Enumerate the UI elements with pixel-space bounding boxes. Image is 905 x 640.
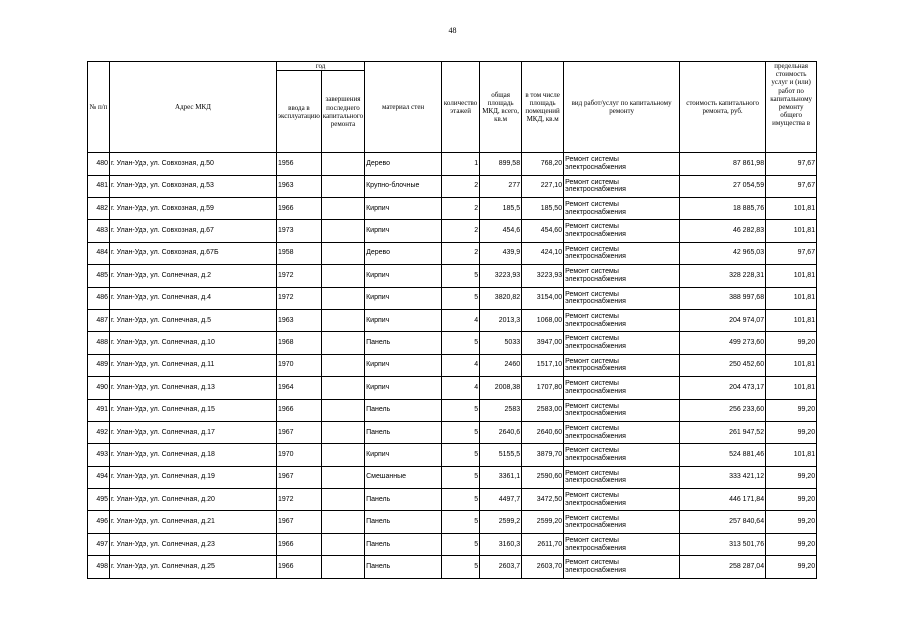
row-floors: 4: [442, 377, 480, 399]
row-area-total: 2583: [480, 399, 522, 421]
row-area-total: 3160,3: [480, 533, 522, 555]
row-area-total: 2603,7: [480, 556, 522, 578]
row-wall-material: Панель: [365, 489, 442, 511]
row-area-living: 1068,00: [522, 309, 564, 331]
table-row: [88, 309, 817, 331]
row-number: 487: [88, 309, 110, 331]
table-row: [88, 444, 817, 466]
row-floors: 2: [442, 197, 480, 219]
row-limit-cost: 101,81: [766, 377, 817, 399]
row-year-repair: [321, 242, 364, 264]
row-cost: 18 885,76: [680, 197, 766, 219]
row-work-type: Ремонт системы электроснабжения: [564, 399, 680, 421]
row-year-built: 1967: [277, 511, 322, 533]
row-wall-material: Панель: [365, 421, 442, 443]
row-area-living: 3223,93: [522, 265, 564, 287]
table-row: [88, 197, 817, 219]
row-year-repair: [321, 354, 364, 376]
table-row: [88, 265, 817, 287]
row-area-total: 3223,93: [480, 265, 522, 287]
table-row: [88, 399, 817, 421]
header-address: Адрес МКД: [110, 62, 277, 153]
table-row: [88, 242, 817, 264]
row-area-living: 185,50: [522, 197, 564, 219]
row-area-total: 5155,5: [480, 444, 522, 466]
row-work-type: Ремонт системы электроснабжения: [564, 332, 680, 354]
row-area-total: 2599,2: [480, 511, 522, 533]
row-wall-material: Панель: [365, 332, 442, 354]
row-address: г. Улан-Удэ, ул. Солнечная, д.19: [110, 466, 277, 488]
row-number: 496: [88, 511, 110, 533]
table-row: [88, 332, 817, 354]
row-area-total: 277: [480, 175, 522, 197]
row-work-type: Ремонт системы электроснабжения: [564, 489, 680, 511]
row-area-total: 2013,3: [480, 309, 522, 331]
row-address: г. Улан-Удэ, ул. Совхозная, д.67: [110, 220, 277, 242]
row-limit-cost: 99,20: [766, 332, 817, 354]
table-row: [88, 175, 817, 197]
row-address: г. Улан-Удэ, ул. Солнечная, д.25: [110, 556, 277, 578]
row-year-built: 1967: [277, 421, 322, 443]
row-cost: 261 947,52: [680, 421, 766, 443]
row-number: 494: [88, 466, 110, 488]
row-cost: 328 228,31: [680, 265, 766, 287]
row-work-type: Ремонт системы электроснабжения: [564, 511, 680, 533]
table-row: [88, 489, 817, 511]
row-floors: 2: [442, 175, 480, 197]
table-row: [88, 220, 817, 242]
row-year-built: 1972: [277, 265, 322, 287]
row-area-total: 185,5: [480, 197, 522, 219]
row-number: 481: [88, 175, 110, 197]
row-number: 492: [88, 421, 110, 443]
row-limit-cost: 99,20: [766, 399, 817, 421]
row-wall-material: Кирпич: [365, 197, 442, 219]
row-wall-material: Панель: [365, 511, 442, 533]
row-cost: 42 965,03: [680, 242, 766, 264]
row-address: г. Улан-Удэ, ул. Солнечная, д.10: [110, 332, 277, 354]
row-year-built: 1964: [277, 377, 322, 399]
row-work-type: Ремонт системы электроснабжения: [564, 197, 680, 219]
row-area-living: 3472,50: [522, 489, 564, 511]
row-area-total: 439,9: [480, 242, 522, 264]
row-cost: 313 501,76: [680, 533, 766, 555]
row-limit-cost: 97,67: [766, 242, 817, 264]
row-year-built: 1970: [277, 444, 322, 466]
header-year-group: год: [277, 62, 365, 71]
row-year-repair: [321, 197, 364, 219]
row-wall-material: Панель: [365, 533, 442, 555]
row-number: 486: [88, 287, 110, 309]
row-year-built: 1963: [277, 175, 322, 197]
row-year-repair: [321, 489, 364, 511]
row-limit-cost: 99,20: [766, 556, 817, 578]
row-limit-cost: 101,81: [766, 354, 817, 376]
row-work-type: Ремонт системы электроснабжения: [564, 287, 680, 309]
row-work-type: Ремонт системы электроснабжения: [564, 265, 680, 287]
row-year-built: 1968: [277, 332, 322, 354]
row-wall-material: Кирпич: [365, 265, 442, 287]
row-floors: 5: [442, 421, 480, 443]
row-address: г. Улан-Удэ, ул. Совхозная, д.59: [110, 197, 277, 219]
row-area-living: 424,10: [522, 242, 564, 264]
row-number: 483: [88, 220, 110, 242]
row-area-total: 454,6: [480, 220, 522, 242]
row-year-built: 1966: [277, 533, 322, 555]
row-area-living: 3154,00: [522, 287, 564, 309]
header-area-living: в том числе площадь помещений МКД, кв.м: [522, 62, 564, 153]
row-floors: 5: [442, 444, 480, 466]
row-area-living: 227,10: [522, 175, 564, 197]
row-floors: 5: [442, 265, 480, 287]
row-cost: 446 171,84: [680, 489, 766, 511]
row-number: 495: [88, 489, 110, 511]
row-area-total: 5033: [480, 332, 522, 354]
row-number: 493: [88, 444, 110, 466]
row-limit-cost: 99,20: [766, 533, 817, 555]
row-cost: 524 881,46: [680, 444, 766, 466]
row-area-living: 2603,70: [522, 556, 564, 578]
row-area-living: 3947,00: [522, 332, 564, 354]
row-area-living: 454,60: [522, 220, 564, 242]
row-address: г. Улан-Удэ, ул. Солнечная, д.4: [110, 287, 277, 309]
row-address: г. Улан-Удэ, ул. Солнечная, д.11: [110, 354, 277, 376]
row-number: 490: [88, 377, 110, 399]
row-limit-cost: 97,67: [766, 153, 817, 175]
row-area-total: 4497,7: [480, 489, 522, 511]
table-row: [88, 421, 817, 443]
row-year-repair: [321, 533, 364, 555]
table-row: [88, 511, 817, 533]
header-cost: стоимость капитального ремонта, руб.: [680, 62, 766, 153]
row-limit-cost: 101,81: [766, 287, 817, 309]
row-cost: 256 233,60: [680, 399, 766, 421]
row-cost: 87 861,98: [680, 153, 766, 175]
row-work-type: Ремонт системы электроснабжения: [564, 556, 680, 578]
row-limit-cost: 101,81: [766, 197, 817, 219]
row-year-built: 1958: [277, 242, 322, 264]
header-area-total: общая площадь МКД, всего, кв.м: [480, 62, 522, 153]
row-work-type: Ремонт системы электроснабжения: [564, 444, 680, 466]
row-address: г. Улан-Удэ, ул. Совхозная, д.67Б: [110, 242, 277, 264]
row-year-repair: [321, 175, 364, 197]
row-floors: 5: [442, 489, 480, 511]
row-wall-material: Кирпич: [365, 220, 442, 242]
row-wall-material: Кирпич: [365, 377, 442, 399]
row-wall-material: Смешанные: [365, 466, 442, 488]
row-floors: 4: [442, 354, 480, 376]
header-year-built: ввода в эксплуатацию: [277, 71, 322, 153]
row-area-living: 2611,70: [522, 533, 564, 555]
row-wall-material: Дерево: [365, 242, 442, 264]
row-year-repair: [321, 287, 364, 309]
row-cost: 204 974,07: [680, 309, 766, 331]
row-year-repair: [321, 265, 364, 287]
row-limit-cost: 99,20: [766, 466, 817, 488]
row-number: 482: [88, 197, 110, 219]
table-header: [88, 62, 817, 153]
row-wall-material: Кирпич: [365, 444, 442, 466]
row-number: 484: [88, 242, 110, 264]
row-work-type: Ремонт системы электроснабжения: [564, 309, 680, 331]
row-area-living: 3879,70: [522, 444, 564, 466]
row-number: 491: [88, 399, 110, 421]
row-floors: 1: [442, 153, 480, 175]
row-wall-material: Кирпич: [365, 354, 442, 376]
row-address: г. Улан-Удэ, ул. Солнечная, д.21: [110, 511, 277, 533]
row-floors: 5: [442, 399, 480, 421]
row-address: г. Улан-Удэ, ул. Солнечная, д.13: [110, 377, 277, 399]
row-year-repair: [321, 377, 364, 399]
row-number: 497: [88, 533, 110, 555]
row-year-built: 1966: [277, 556, 322, 578]
row-work-type: Ремонт системы электроснабжения: [564, 377, 680, 399]
table-row: [88, 153, 817, 175]
row-area-total: 2640,6: [480, 421, 522, 443]
row-year-repair: [321, 153, 364, 175]
row-floors: 5: [442, 511, 480, 533]
row-year-built: 1972: [277, 287, 322, 309]
repair-table: [87, 61, 817, 579]
row-area-living: 1517,10: [522, 354, 564, 376]
table-row: [88, 533, 817, 555]
row-limit-cost: 99,20: [766, 421, 817, 443]
row-floors: 2: [442, 220, 480, 242]
row-cost: 258 287,04: [680, 556, 766, 578]
row-limit-cost: 99,20: [766, 511, 817, 533]
row-year-built: 1966: [277, 399, 322, 421]
row-address: г. Улан-Удэ, ул. Солнечная, д.23: [110, 533, 277, 555]
row-cost: 333 421,12: [680, 466, 766, 488]
row-work-type: Ремонт системы электроснабжения: [564, 242, 680, 264]
row-wall-material: Панель: [365, 556, 442, 578]
row-area-total: 3820,82: [480, 287, 522, 309]
row-work-type: Ремонт системы электроснабжения: [564, 354, 680, 376]
row-year-repair: [321, 309, 364, 331]
row-number: 480: [88, 153, 110, 175]
row-area-living: 2599,20: [522, 511, 564, 533]
row-floors: 4: [442, 309, 480, 331]
header-num: № п/п: [88, 62, 110, 153]
row-year-built: 1966: [277, 197, 322, 219]
table-row: [88, 466, 817, 488]
table-row: [88, 354, 817, 376]
row-address: г. Улан-Удэ, ул. Солнечная, д.20: [110, 489, 277, 511]
table-row: [88, 287, 817, 309]
row-area-total: 899,58: [480, 153, 522, 175]
row-number: 489: [88, 354, 110, 376]
row-address: г. Улан-Удэ, ул. Солнечная, д.15: [110, 399, 277, 421]
row-address: г. Улан-Удэ, ул. Солнечная, д.5: [110, 309, 277, 331]
row-cost: 27 054,59: [680, 175, 766, 197]
row-year-repair: [321, 444, 364, 466]
row-cost: 250 452,60: [680, 354, 766, 376]
row-limit-cost: 101,81: [766, 220, 817, 242]
row-number: 485: [88, 265, 110, 287]
row-area-living: 2640,60: [522, 421, 564, 443]
header-floors: количество этажей: [442, 62, 480, 153]
row-area-living: 768,20: [522, 153, 564, 175]
row-limit-cost: 101,81: [766, 309, 817, 331]
page-number: 48: [448, 26, 457, 35]
row-wall-material: Дерево: [365, 153, 442, 175]
row-year-repair: [321, 556, 364, 578]
row-year-repair: [321, 220, 364, 242]
row-work-type: Ремонт системы электроснабжения: [564, 220, 680, 242]
row-floors: 5: [442, 287, 480, 309]
row-year-repair: [321, 332, 364, 354]
row-address: г. Улан-Удэ, ул. Солнечная, д.18: [110, 444, 277, 466]
row-work-type: Ремонт системы электроснабжения: [564, 533, 680, 555]
row-wall-material: Кирпич: [365, 287, 442, 309]
table-row: [88, 556, 817, 578]
row-year-repair: [321, 421, 364, 443]
row-address: г. Улан-Удэ, ул. Совхозная, д.50: [110, 153, 277, 175]
row-year-built: 1956: [277, 153, 322, 175]
row-year-built: 1967: [277, 466, 322, 488]
row-year-repair: [321, 399, 364, 421]
row-address: г. Улан-Удэ, ул. Солнечная, д.17: [110, 421, 277, 443]
row-floors: 5: [442, 556, 480, 578]
row-limit-cost: 101,81: [766, 265, 817, 287]
table-row: [88, 377, 817, 399]
row-cost: 257 840,64: [680, 511, 766, 533]
row-work-type: Ремонт системы электроснабжения: [564, 153, 680, 175]
row-area-living: 1707,80: [522, 377, 564, 399]
row-limit-cost: 97,67: [766, 175, 817, 197]
row-area-living: 2583,00: [522, 399, 564, 421]
row-year-built: 1970: [277, 354, 322, 376]
row-wall-material: Кирпич: [365, 309, 442, 331]
row-area-total: 2008,38: [480, 377, 522, 399]
row-work-type: Ремонт системы электроснабжения: [564, 421, 680, 443]
row-work-type: Ремонт системы электроснабжения: [564, 466, 680, 488]
row-number: 488: [88, 332, 110, 354]
row-floors: 5: [442, 466, 480, 488]
header-limit: предельная стоимость услуг и (или) работ по капитальному ремонту общего имущества в: [766, 62, 817, 153]
row-area-total: 2460: [480, 354, 522, 376]
row-floors: 5: [442, 332, 480, 354]
header-year-repair: завершения последнего капитального ремонта: [321, 71, 364, 153]
row-wall-material: Крупно-блочные: [365, 175, 442, 197]
header-wall: материал стен: [365, 62, 442, 153]
row-cost: 204 473,17: [680, 377, 766, 399]
table-body: [88, 153, 817, 578]
row-year-built: 1973: [277, 220, 322, 242]
row-limit-cost: 101,81: [766, 444, 817, 466]
row-area-total: 3361,1: [480, 466, 522, 488]
row-address: г. Улан-Удэ, ул. Солнечная, д.2: [110, 265, 277, 287]
row-area-living: 2590,60: [522, 466, 564, 488]
row-cost: 46 282,83: [680, 220, 766, 242]
row-address: г. Улан-Удэ, ул. Совхозная, д.53: [110, 175, 277, 197]
row-number: 498: [88, 556, 110, 578]
row-limit-cost: 99,20: [766, 489, 817, 511]
row-work-type: Ремонт системы электроснабжения: [564, 175, 680, 197]
row-cost: 499 273,60: [680, 332, 766, 354]
row-floors: 2: [442, 242, 480, 264]
row-cost: 388 997,68: [680, 287, 766, 309]
row-year-repair: [321, 511, 364, 533]
row-year-built: 1963: [277, 309, 322, 331]
row-floors: 5: [442, 533, 480, 555]
header-work: вид работ/услуг по капитальному ремонту: [564, 62, 680, 153]
row-wall-material: Панель: [365, 399, 442, 421]
row-year-built: 1972: [277, 489, 322, 511]
row-year-repair: [321, 466, 364, 488]
